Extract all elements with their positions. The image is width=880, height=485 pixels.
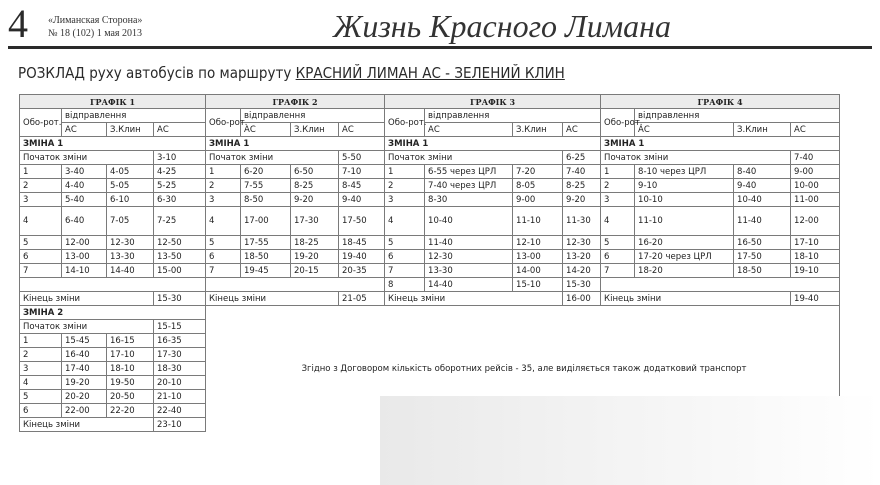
schedule-cell: 6-50 bbox=[291, 165, 339, 179]
schedule-table bbox=[19, 94, 840, 432]
shift-end-time: 15-30 bbox=[154, 292, 206, 306]
schedule-cell: 1 bbox=[20, 334, 62, 348]
schedule-cell: 12-30 bbox=[107, 236, 154, 250]
shift-label: ЗМІНА 1 bbox=[206, 137, 385, 151]
schedule-cell: 8-50 bbox=[241, 193, 291, 207]
schedule-cell: 18-50 bbox=[734, 264, 791, 278]
schedule-cell: 13-50 bbox=[154, 250, 206, 264]
schedule-cell: 6 bbox=[20, 404, 62, 418]
schedule-cell: 18-30 bbox=[154, 362, 206, 376]
shift-end-time: 16-00 bbox=[563, 292, 601, 306]
schedule-cell: 4 bbox=[385, 207, 425, 236]
schedule-cell: 19-20 bbox=[62, 376, 107, 390]
shift-end-label: Кінець зміни bbox=[601, 292, 791, 306]
schedule-cell: 22-20 bbox=[107, 404, 154, 418]
schedule-cell: 17-10 bbox=[107, 348, 154, 362]
schedule-cell: 15-00 bbox=[154, 264, 206, 278]
schedule-cell: 14-20 bbox=[563, 264, 601, 278]
table-row bbox=[20, 292, 840, 306]
header-rule bbox=[8, 46, 872, 49]
graph-header: ГРАФІК 1 bbox=[20, 95, 206, 109]
schedule-cell: 17-50 bbox=[734, 250, 791, 264]
schedule-cell: 11-10 bbox=[513, 207, 563, 236]
schedule-cell: 15-10 bbox=[513, 278, 563, 292]
col-header-as: АС bbox=[425, 123, 513, 137]
graph-header: ГРАФІК 3 bbox=[385, 95, 601, 109]
schedule-cell: 17-40 bbox=[62, 362, 107, 376]
schedule-cell: 19-20 bbox=[291, 250, 339, 264]
schedule-cell: 9-40 bbox=[734, 179, 791, 193]
shift-start-label: Початок зміни bbox=[385, 151, 563, 165]
schedule-cell: 12-00 bbox=[791, 207, 840, 236]
schedule-cell: 16-20 bbox=[635, 236, 734, 250]
schedule-cell: 3 bbox=[206, 193, 241, 207]
schedule-cell: 7 bbox=[601, 264, 635, 278]
schedule-cell: 6-30 bbox=[154, 193, 206, 207]
empty-cell bbox=[601, 278, 840, 292]
schedule-cell: 4-40 bbox=[62, 179, 107, 193]
col-header-as: АС bbox=[635, 123, 734, 137]
schedule-cell: 2 bbox=[601, 179, 635, 193]
col-header-as: АС bbox=[563, 123, 601, 137]
heading-prefix: РОЗКЛАД руху автобусів по маршруту bbox=[18, 64, 296, 82]
col-header-as: АС bbox=[154, 123, 206, 137]
schedule-cell: 4-05 bbox=[107, 165, 154, 179]
schedule-cell: 14-10 bbox=[62, 264, 107, 278]
graph-header: ГРАФІК 4 bbox=[601, 95, 840, 109]
schedule-cell: 7-40 bbox=[563, 165, 601, 179]
col-header-turn: Обо-рот. bbox=[20, 109, 62, 137]
table-row bbox=[20, 193, 840, 207]
schedule-cell: 1 bbox=[20, 165, 62, 179]
schedule-cell: 12-10 bbox=[513, 236, 563, 250]
shift-end-time: 23-10 bbox=[154, 418, 206, 432]
schedule-cell: 18-10 bbox=[107, 362, 154, 376]
shift-start-label: Початок зміни bbox=[206, 151, 339, 165]
shift-label: ЗМІНА 2 bbox=[20, 306, 206, 320]
shift-end-label: Кінець зміни bbox=[206, 292, 339, 306]
schedule-cell: 7-40 через ЦРЛ bbox=[425, 179, 513, 193]
schedule-cell: 11-00 bbox=[791, 193, 840, 207]
schedule-cell: 17-50 bbox=[339, 207, 385, 236]
schedule-cell: 9-00 bbox=[513, 193, 563, 207]
schedule-cell: 15-45 bbox=[62, 334, 107, 348]
table-row bbox=[20, 151, 840, 165]
table-row bbox=[20, 137, 840, 151]
schedule-cell: 20-15 bbox=[291, 264, 339, 278]
col-header-departure: відправлення bbox=[241, 109, 385, 123]
shift-end-time: 19-40 bbox=[791, 292, 840, 306]
col-header-zklyn: З.Клин bbox=[107, 123, 154, 137]
schedule-cell: 5-25 bbox=[154, 179, 206, 193]
schedule-cell: 17-30 bbox=[154, 348, 206, 362]
col-header-zklyn: З.Клин bbox=[291, 123, 339, 137]
shift-start-time: 15-15 bbox=[154, 320, 206, 334]
route-name: КРАСНИЙ ЛИМАН АС - ЗЕЛЕНИЙ КЛИН bbox=[295, 64, 565, 82]
shift-start-label: Початок зміни bbox=[20, 151, 154, 165]
schedule-cell: 7-05 bbox=[107, 207, 154, 236]
schedule-cell: 15-30 bbox=[563, 278, 601, 292]
schedule-cell: 9-20 bbox=[291, 193, 339, 207]
table-row bbox=[20, 278, 840, 292]
schedule-cell: 17-55 bbox=[241, 236, 291, 250]
schedule-cell: 13-20 bbox=[563, 250, 601, 264]
schedule-cell: 14-40 bbox=[107, 264, 154, 278]
schedule-cell: 4 bbox=[601, 207, 635, 236]
shift-label: ЗМІНА 1 bbox=[601, 137, 840, 151]
schedule-cell: 4 bbox=[206, 207, 241, 236]
schedule-cell: 11-40 bbox=[425, 236, 513, 250]
shift-end-label: Кінець зміни bbox=[385, 292, 563, 306]
shift-start-label: Початок зміни bbox=[20, 320, 154, 334]
shift-label: ЗМІНА 1 bbox=[385, 137, 601, 151]
graph-header: ГРАФІК 2 bbox=[206, 95, 385, 109]
schedule-cell: 7-55 bbox=[241, 179, 291, 193]
shift-label: ЗМІНА 1 bbox=[20, 137, 206, 151]
shift-end-time: 21-05 bbox=[339, 292, 385, 306]
schedule-cell: 11-30 bbox=[563, 207, 601, 236]
schedule-cell: 19-45 bbox=[241, 264, 291, 278]
col-header-as: АС bbox=[62, 123, 107, 137]
schedule-cell: 6 bbox=[20, 250, 62, 264]
schedule-cell: 4-25 bbox=[154, 165, 206, 179]
schedule-cell: 21-10 bbox=[154, 390, 206, 404]
schedule-cell: 16-40 bbox=[62, 348, 107, 362]
schedule-cell: 18-10 bbox=[791, 250, 840, 264]
schedule-cell: 17-30 bbox=[291, 207, 339, 236]
schedule-cell: 6 bbox=[206, 250, 241, 264]
schedule-cell: 18-45 bbox=[339, 236, 385, 250]
schedule-cell: 5-40 bbox=[62, 193, 107, 207]
schedule-cell: 20-20 bbox=[62, 390, 107, 404]
schedule-cell: 20-10 bbox=[154, 376, 206, 390]
schedule-cell: 13-30 bbox=[107, 250, 154, 264]
page-number: 4 bbox=[8, 1, 28, 46]
issue-number: № 18 (102) 1 мая 2013 bbox=[48, 28, 142, 39]
schedule-cell: 8 bbox=[385, 278, 425, 292]
shift-start-time: 3-10 bbox=[154, 151, 206, 165]
schedule-cell: 7-25 bbox=[154, 207, 206, 236]
schedule-cell: 7 bbox=[20, 264, 62, 278]
schedule-cell: 10-40 bbox=[734, 193, 791, 207]
schedule-cell: 8-40 bbox=[734, 165, 791, 179]
schedule-cell: 9-10 bbox=[635, 179, 734, 193]
table-row bbox=[20, 250, 840, 264]
schedule-cell: 9-20 bbox=[563, 193, 601, 207]
table-row bbox=[20, 236, 840, 250]
schedule-cell: 1 bbox=[206, 165, 241, 179]
schedule-cell: 5 bbox=[20, 236, 62, 250]
schedule-cell: 2 bbox=[20, 348, 62, 362]
schedule-cell: 20-35 bbox=[339, 264, 385, 278]
table-row bbox=[20, 109, 840, 123]
schedule-cell: 9-40 bbox=[339, 193, 385, 207]
schedule-cell: 8-30 bbox=[425, 193, 513, 207]
schedule-cell: 8-05 bbox=[513, 179, 563, 193]
schedule-cell: 17-10 bbox=[791, 236, 840, 250]
table-row bbox=[20, 264, 840, 278]
schedule-cell: 18-25 bbox=[291, 236, 339, 250]
schedule-cell: 12-30 bbox=[563, 236, 601, 250]
schedule-cell: 1 bbox=[601, 165, 635, 179]
col-header-as: АС bbox=[241, 123, 291, 137]
schedule-cell: 7-20 bbox=[513, 165, 563, 179]
empty-cell bbox=[20, 278, 206, 292]
schedule-cell: 16-50 bbox=[734, 236, 791, 250]
schedule-cell: 10-10 bbox=[635, 193, 734, 207]
schedule-cell: 8-45 bbox=[339, 179, 385, 193]
schedule-cell: 12-30 bbox=[425, 250, 513, 264]
schedule-cell: 16-35 bbox=[154, 334, 206, 348]
schedule-cell: 5-05 bbox=[107, 179, 154, 193]
schedule-cell: 5 bbox=[601, 236, 635, 250]
schedule-cell: 6-20 bbox=[241, 165, 291, 179]
shift-start-label: Початок зміни bbox=[601, 151, 791, 165]
schedule-cell: 19-10 bbox=[791, 264, 840, 278]
schedule-cell: 5 bbox=[20, 390, 62, 404]
col-header-zklyn: З.Клин bbox=[513, 123, 563, 137]
schedule-cell: 11-10 bbox=[635, 207, 734, 236]
schedule-cell: 10-00 bbox=[791, 179, 840, 193]
col-header-departure: відправлення bbox=[635, 109, 840, 123]
col-header-turn: Обо-рот. bbox=[385, 109, 425, 137]
schedule-cell: 12-00 bbox=[62, 236, 107, 250]
schedule-cell: 4 bbox=[20, 376, 62, 390]
schedule-cell: 2 bbox=[385, 179, 425, 193]
schedule-cell: 17-20 через ЦРЛ bbox=[635, 250, 734, 264]
schedule-cell: 4 bbox=[20, 207, 62, 236]
schedule-cell: 6-10 bbox=[107, 193, 154, 207]
schedule-cell: 19-50 bbox=[107, 376, 154, 390]
schedule-cell: 6 bbox=[385, 250, 425, 264]
schedule-cell: 11-40 bbox=[734, 207, 791, 236]
table-row bbox=[20, 95, 840, 109]
note-text: Згідно з Договором кількість оборотних рейсів - 35, але виділяється також додатковий транспорт bbox=[206, 306, 840, 432]
schedule-cell: 8-10 через ЦРЛ bbox=[635, 165, 734, 179]
schedule-cell: 14-00 bbox=[513, 264, 563, 278]
schedule-cell: 13-30 bbox=[425, 264, 513, 278]
schedule-cell: 6-55 через ЦРЛ bbox=[425, 165, 513, 179]
schedule-cell: 13-00 bbox=[62, 250, 107, 264]
shift-start-time: 6-25 bbox=[563, 151, 601, 165]
schedule-cell: 9-00 bbox=[791, 165, 840, 179]
col-header-departure: відправлення bbox=[62, 109, 206, 123]
newspaper-title: Жизнь Красного Лимана bbox=[333, 8, 672, 44]
shift-start-time: 5-50 bbox=[339, 151, 385, 165]
schedule-cell: 7 bbox=[206, 264, 241, 278]
schedule-cell: 20-50 bbox=[107, 390, 154, 404]
schedule-cell: 3 bbox=[20, 193, 62, 207]
shift-start-time: 7-40 bbox=[791, 151, 840, 165]
schedule-cell: 8-25 bbox=[291, 179, 339, 193]
empty-cell bbox=[206, 278, 385, 292]
schedule-cell: 3 bbox=[601, 193, 635, 207]
shift-end-label: Кінець зміни bbox=[20, 418, 154, 432]
paper-name: «Лиманская Сторона» bbox=[48, 15, 143, 26]
schedule-cell: 19-40 bbox=[339, 250, 385, 264]
schedule-cell: 2 bbox=[206, 179, 241, 193]
schedule-cell: 18-50 bbox=[241, 250, 291, 264]
table-row bbox=[20, 306, 840, 320]
schedule-cell: 7-10 bbox=[339, 165, 385, 179]
schedule-cell: 12-50 bbox=[154, 236, 206, 250]
scan-glare bbox=[380, 396, 880, 485]
schedule-cell: 14-40 bbox=[425, 278, 513, 292]
schedule-cell: 18-20 bbox=[635, 264, 734, 278]
schedule-cell: 22-40 bbox=[154, 404, 206, 418]
col-header-zklyn: З.Клин bbox=[734, 123, 791, 137]
schedule-cell: 6 bbox=[601, 250, 635, 264]
schedule-cell: 8-25 bbox=[563, 179, 601, 193]
schedule-cell: 13-00 bbox=[513, 250, 563, 264]
schedule-cell: 5 bbox=[385, 236, 425, 250]
schedule-cell: 10-40 bbox=[425, 207, 513, 236]
schedule-heading bbox=[18, 62, 565, 84]
table-row bbox=[20, 165, 840, 179]
schedule-cell: 17-00 bbox=[241, 207, 291, 236]
col-header-turn: Обо-рот. bbox=[206, 109, 241, 137]
schedule-cell: 2 bbox=[20, 179, 62, 193]
schedule-cell: 1 bbox=[385, 165, 425, 179]
table-row bbox=[20, 179, 840, 193]
schedule-cell: 6-40 bbox=[62, 207, 107, 236]
schedule-cell: 7 bbox=[385, 264, 425, 278]
col-header-as: АС bbox=[791, 123, 840, 137]
schedule-cell: 5 bbox=[206, 236, 241, 250]
schedule-cell: 3 bbox=[385, 193, 425, 207]
shift-end-label: Кінець зміни bbox=[20, 292, 154, 306]
col-header-departure: відправлення bbox=[425, 109, 601, 123]
schedule-cell: 3 bbox=[20, 362, 62, 376]
schedule-cell: 3-40 bbox=[62, 165, 107, 179]
table-row bbox=[20, 123, 840, 137]
schedule-cell: 22-00 bbox=[62, 404, 107, 418]
table-row bbox=[20, 207, 840, 236]
schedule-cell: 16-15 bbox=[107, 334, 154, 348]
col-header-turn: Обо-рот. bbox=[601, 109, 635, 137]
col-header-as: АС bbox=[339, 123, 385, 137]
issue-info bbox=[48, 14, 142, 40]
